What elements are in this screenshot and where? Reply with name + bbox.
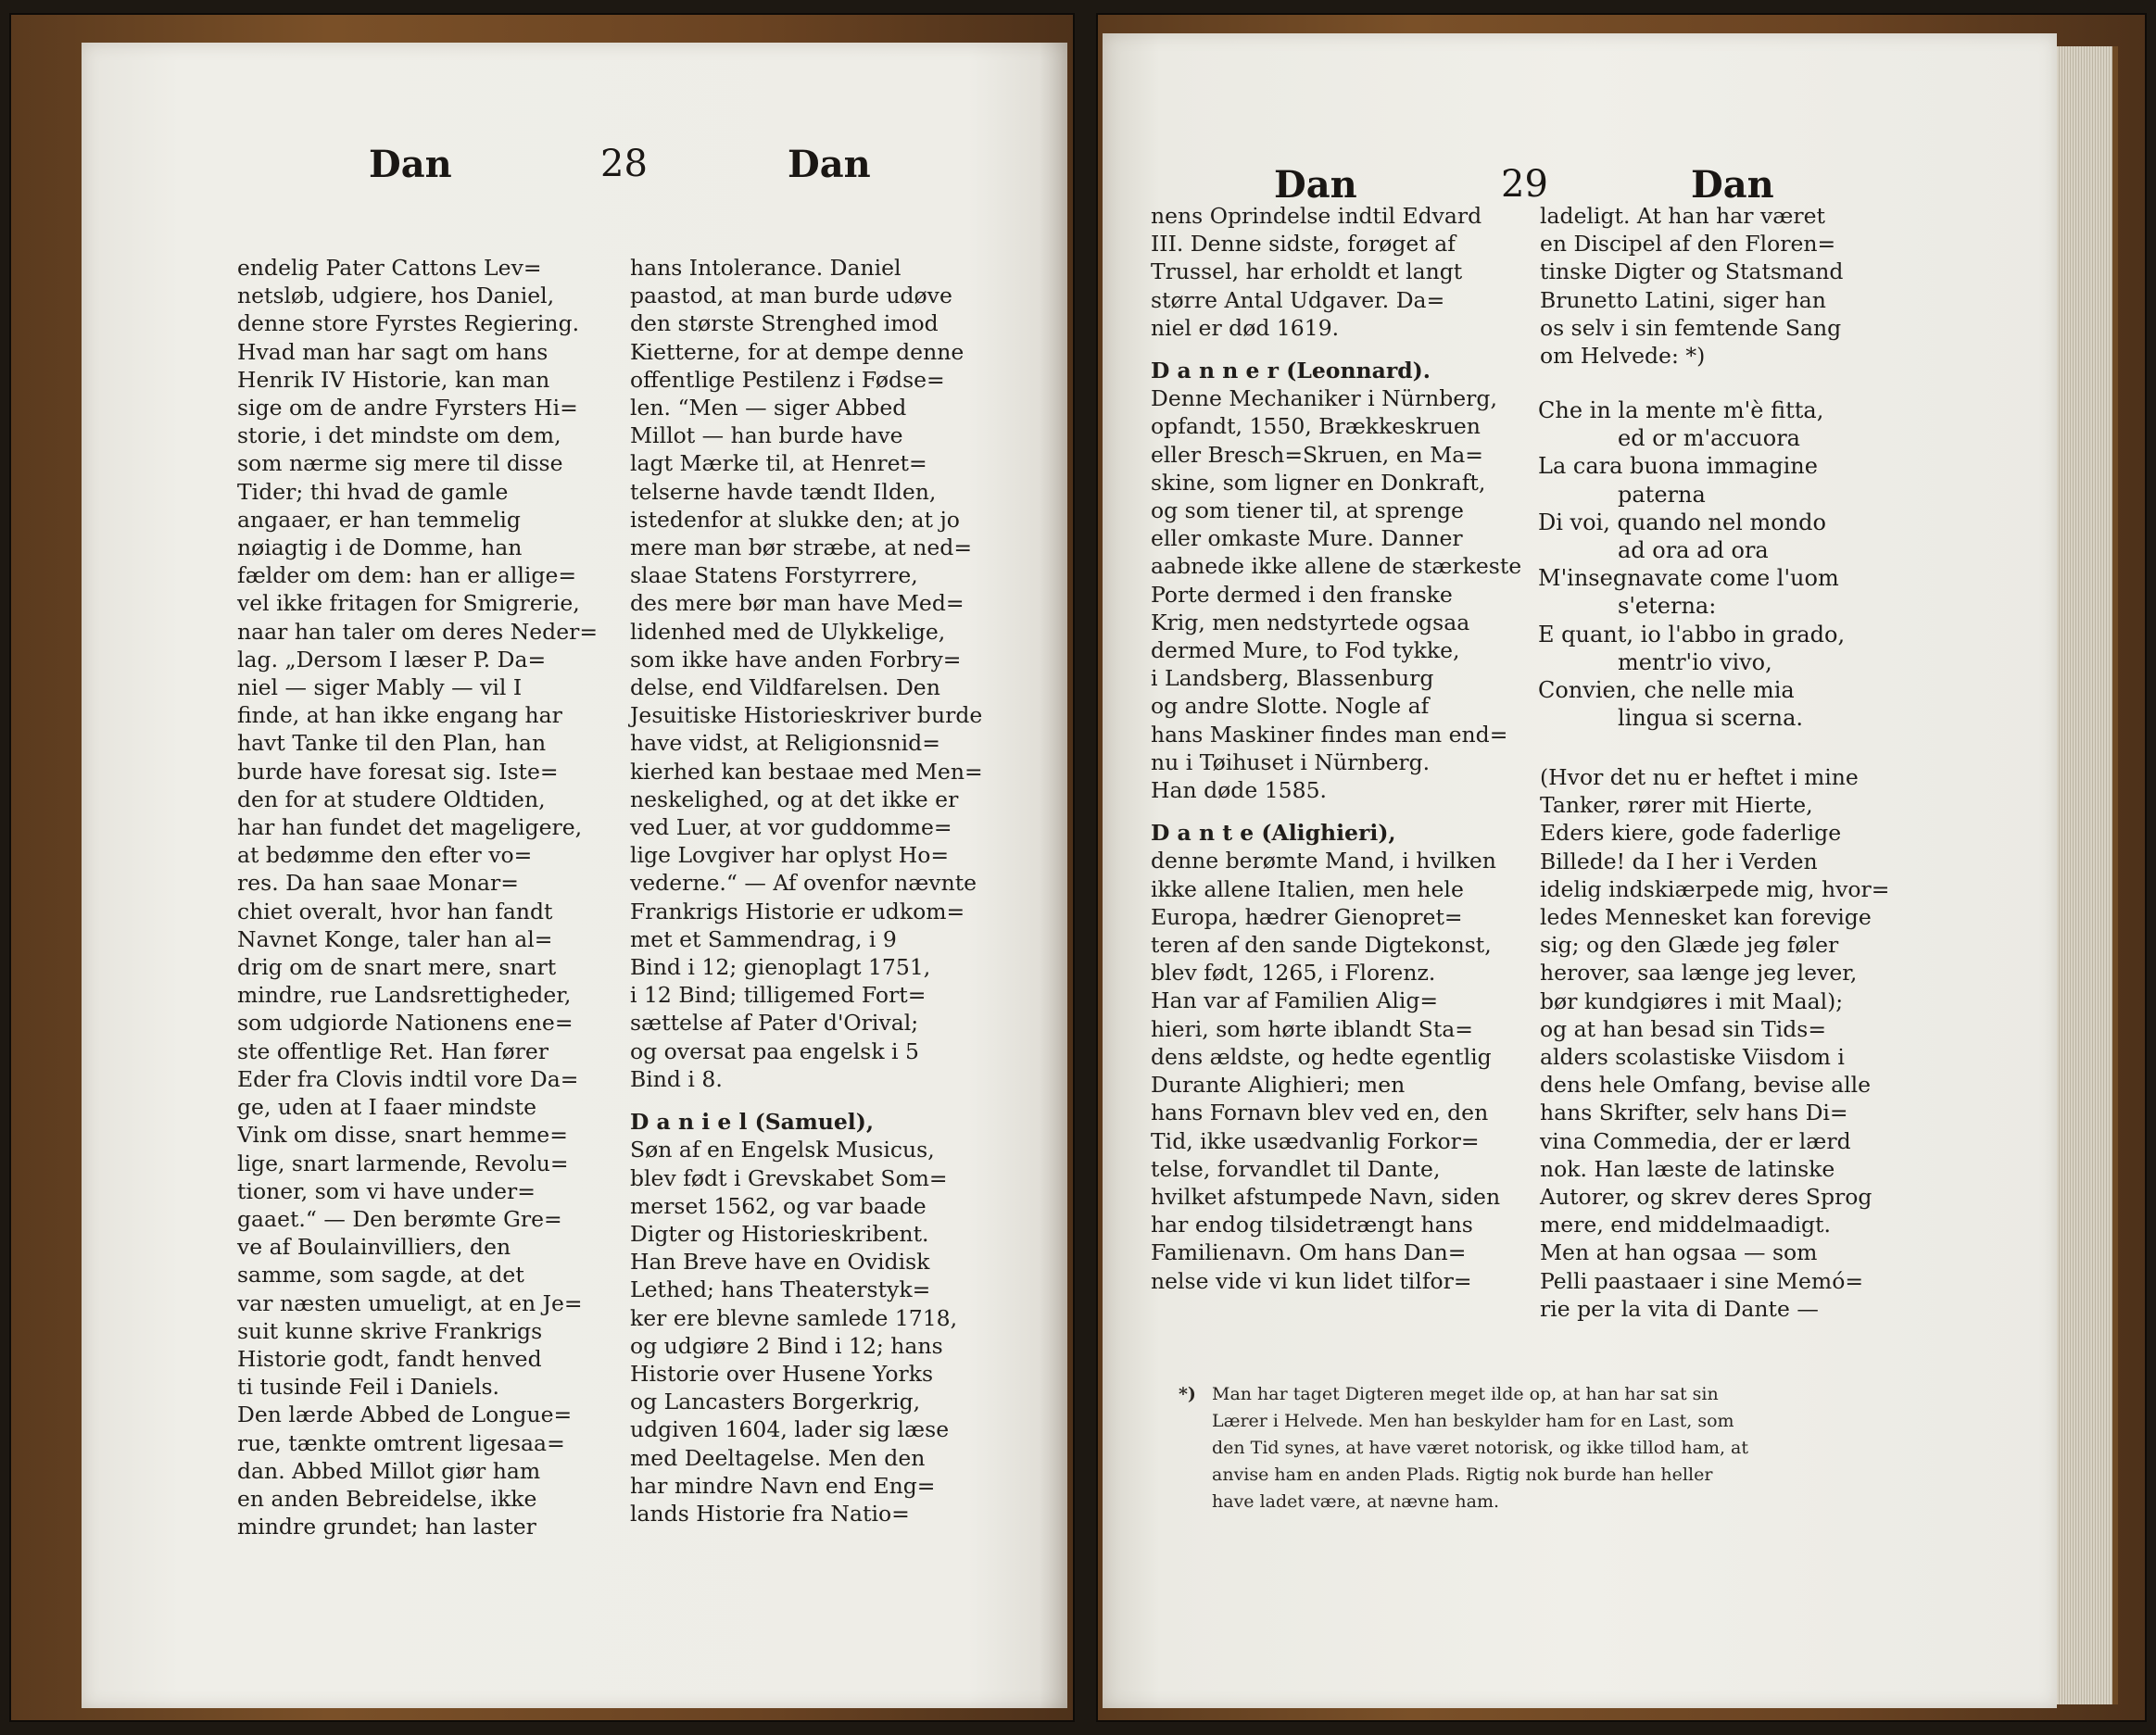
right-page-number: 29 (1501, 163, 1548, 206)
poem-line: E quant, io l'abbo in grado, (1538, 621, 1846, 647)
text-line: Historie godt, fandt henved (237, 1345, 542, 1372)
text-line: dan. Abbed Millot giør ham (237, 1457, 541, 1484)
text-line: netsløb, udgiere, hos Daniel, (237, 283, 555, 309)
text-line: sættelse af Pater d'Orival; (630, 1010, 919, 1037)
footnote-line: Man har taget Digteren meget ilde op, at han har sat sin (1212, 1384, 1719, 1404)
text-line: Millot — han burde have (630, 422, 903, 449)
left-column-2 (630, 254, 983, 1528)
text-line: nelse vide vi kun lidet tilfor= (1151, 1267, 1472, 1294)
right-head-word-right: Dan (1691, 163, 1774, 207)
text-line: Lethed; hans Theaterstyk= (630, 1276, 931, 1303)
text-line: mindre, rue Landsrettigheder, (237, 982, 572, 1009)
text-line: suit kunne skrive Frankrigs (237, 1317, 543, 1344)
text-line: større Antal Udgaver. Da= (1151, 286, 1445, 313)
text-line: blev født i Grevskabet Som= (630, 1164, 948, 1191)
text-line: Henrik IV Historie, kan man (237, 366, 550, 393)
text-line: blev født, 1265, i Florenz. (1151, 960, 1436, 987)
text-line: Han var af Familien Alig= (1151, 987, 1439, 1014)
text-line: nu i Tøihuset i Nürnberg. (1151, 748, 1431, 775)
text-line: mere, end middelmaadigt. (1540, 1212, 1831, 1238)
text-line: bør kundgiøres i mit Maal); (1540, 987, 1844, 1014)
text-line: den største Strenghed imod (630, 310, 939, 337)
text-line: lag. „Dersom I læser P. Da= (237, 646, 547, 673)
left-running-head (82, 143, 1067, 207)
text-line: Vink om disse, snart hemme= (237, 1122, 568, 1149)
left-page-number: 28 (600, 143, 648, 185)
text-line: vederne.“ — Af ovenfor nævnte (630, 870, 977, 897)
text-line: herover, saa længe jeg lever, (1540, 960, 1858, 987)
text-line: Navnet Konge, taler han al= (237, 925, 553, 952)
poem-line: La cara buona immagine (1538, 453, 1818, 480)
text-line: har endog tilsidetrængt hans (1151, 1212, 1473, 1238)
text-line: dermed Mure, to Fod tykke, (1151, 637, 1460, 664)
text-line: ikke allene Italien, men hele (1151, 875, 1464, 902)
text-line: nens Oprindelse indtil Edvard (1151, 203, 1482, 229)
text-line: eller omkaste Mure. Danner (1151, 525, 1463, 552)
right-head-word-left: Dan (1274, 163, 1357, 207)
text-line: og at han besad sin Tids= (1540, 1015, 1827, 1042)
right-column-2-top (1540, 202, 1843, 370)
text-line: og som tiener til, at sprenge (1151, 497, 1464, 524)
text-line: og oversat paa engelsk i 5 (630, 1037, 919, 1064)
text-line: lige Lovgiver har oplyst Ho= (630, 842, 950, 869)
footnote (1179, 1381, 1749, 1515)
paragraph-gap (630, 1093, 983, 1108)
poem-line: M'insegnavate come l'uom (1538, 565, 1839, 592)
text-line: sige om de andre Fyrsters Hi= (237, 395, 578, 421)
text-line: hans Maskiner findes man end= (1151, 721, 1508, 748)
text-line: denne berømte Mand, i hvilken (1151, 848, 1496, 874)
text-line: dens hele Omfang, bevise alle (1540, 1072, 1872, 1099)
text-line: hans Intolerance. Daniel (630, 255, 901, 281)
text-line: ste offentlige Ret. Han fører (237, 1037, 548, 1064)
poem-line: lingua si scerna. (1618, 705, 1804, 732)
text-line: lige, snart larmende, Revolu= (237, 1150, 569, 1176)
text-line: ladeligt. At han har været (1540, 203, 1825, 229)
right-page (1103, 33, 2057, 1708)
poem-line: Di voi, quando nel mondo (1538, 509, 1826, 535)
text-line: neskelighed, og at det ikke er (630, 786, 959, 812)
text-line: en anden Bebreidelse, ikke (237, 1485, 537, 1512)
text-line: eller Bresch=Skruen, en Ma= (1151, 441, 1483, 468)
text-line: Historie over Husene Yorks (630, 1360, 934, 1387)
text-line: delse, end Vildfarelsen. Den (630, 674, 940, 701)
text-line: i Landsberg, Blassenburg (1151, 665, 1434, 692)
text-line: som nærme sig mere til disse (237, 450, 563, 477)
text-line: Eders kiere, gode faderlige (1540, 820, 1842, 847)
text-line: Frankrigs Historie er udkom= (630, 898, 965, 924)
text-line: Krig, men nedstyrtede ogsaa (1151, 609, 1470, 635)
footnote-line: anvise ham en anden Plads. Rigtig nok burde han heller (1212, 1465, 1713, 1485)
text-line: res. Da han saae Monar= (237, 870, 519, 897)
left-head-word-left: Dan (369, 143, 452, 186)
text-line: som udgiorde Nationens ene= (237, 1010, 574, 1037)
text-line: Bind i 12; gienoplagt 1751, (630, 954, 931, 981)
text-line: og Lancasters Borgerkrig, (630, 1389, 921, 1415)
text-line: har mindre Navn end Eng= (630, 1472, 936, 1499)
text-line: ve af Boulainvilliers, den (237, 1234, 511, 1261)
text-line: merset 1562, og var baade (630, 1192, 927, 1219)
text-line: Søn af en Engelsk Musicus, (630, 1137, 935, 1163)
left-page (82, 43, 1067, 1708)
text-line: som ikke have anden Forbry= (630, 646, 962, 673)
right-column-2-bottom (1540, 763, 1889, 1323)
text-line: Bind i 8. (630, 1065, 723, 1092)
text-line: udgiven 1604, lader sig læse (630, 1416, 950, 1443)
text-line: os selv i sin femtende Sang (1540, 314, 1842, 341)
text-line: Digter og Historieskribent. (630, 1220, 929, 1247)
text-line: naar han taler om deres Neder= (237, 618, 599, 645)
text-line: istedenfor at slukke den; at jo (630, 506, 960, 533)
footnote-line: have ladet være, at nævne ham. (1212, 1491, 1500, 1512)
text-line: des mere bør man have Med= (630, 590, 965, 617)
poem-line: ad ora ad ora (1618, 537, 1769, 564)
dante-poem (1538, 396, 1973, 732)
text-line: den for at studere Oldtiden, (237, 786, 546, 812)
text-line: ti tusinde Feil i Daniels. (237, 1374, 500, 1401)
text-line: vina Commedia, der er lærd (1540, 1127, 1851, 1154)
text-line: Men at han ogsaa — som (1540, 1239, 1818, 1266)
text-line: nok. Han læste de latinske (1540, 1155, 1835, 1182)
text-line: storie, i det mindste om dem, (237, 422, 561, 449)
text-line: Autorer, og skrev deres Sprog (1540, 1184, 1872, 1211)
text-line: Hvad man har sagt om hans (237, 338, 548, 365)
text-line: rie per la vita di Dante — (1540, 1295, 1819, 1322)
text-line: (Hvor det nu er heftet i mine (1540, 764, 1859, 790)
text-line: skine, som ligner en Donkraft, (1151, 469, 1486, 496)
text-line: D a n i e l (Samuel), (630, 1109, 875, 1136)
text-line: nøiagtig i de Domme, han (237, 534, 523, 561)
text-line: denne store Fyrstes Regiering. (237, 310, 580, 337)
footnote-line: den Tid synes, at have været notorisk, og ikke tillod ham, at (1212, 1438, 1749, 1458)
text-line: Pelli paastaaer i sine Memó= (1540, 1267, 1864, 1294)
text-line: var næsten umueligt, at en Je= (237, 1289, 583, 1316)
text-line: dens ældste, og hedte egentlig (1151, 1043, 1492, 1070)
text-line: Tanker, rører mit Hierte, (1540, 792, 1813, 819)
text-line: met et Sammendrag, i 9 (630, 925, 897, 952)
text-line: slaae Statens Forstyrrere, (630, 562, 918, 589)
text-line: burde have foresat sig. Iste= (237, 758, 559, 785)
text-line: med Deeltagelse. Men den (630, 1444, 926, 1471)
text-line: niel — siger Mably — vil I (237, 674, 523, 701)
text-line: Trussel, har erholdt et langt (1151, 258, 1463, 285)
text-line: Billede! da I her i Verden (1540, 848, 1818, 874)
text-line: ledes Mennesket kan forevige (1540, 904, 1872, 931)
text-line: alders scolastiske Viisdom i (1540, 1044, 1845, 1071)
text-line: lands Historie fra Natio= (630, 1500, 910, 1527)
paragraph-gap (1151, 804, 1521, 819)
text-line: ved Luer, at vor guddomme= (630, 814, 952, 841)
text-line: samme, som sagde, at det (237, 1262, 524, 1289)
text-line: Eder fra Clovis indtil vore Da= (237, 1065, 579, 1092)
poem-line: Convien, che nelle mia (1538, 677, 1795, 704)
left-head-word-right: Dan (788, 143, 871, 186)
text-line: ker ere blevne samlede 1718, (630, 1304, 958, 1331)
text-line: III. Denne sidste, forøget af (1151, 231, 1456, 258)
text-line: hvilket afstumpede Navn, siden (1151, 1183, 1501, 1210)
text-line: mindre grundet; han laster (237, 1514, 536, 1540)
text-line: tioner, som vi have under= (237, 1177, 536, 1204)
poem-line: s'eterna: (1618, 593, 1717, 620)
text-line: sig; og den Glæde jeg føler (1540, 932, 1839, 959)
text-line: og andre Slotte. Nogle af (1151, 693, 1430, 720)
text-line: Porte dermed i den franske (1151, 581, 1453, 608)
text-line: mere man bør stræbe, at ned= (630, 534, 973, 561)
text-line: lidenhed med de Ulykkelige, (630, 618, 946, 645)
text-line: kierhed kan bestaae med Men= (630, 758, 983, 785)
left-column-1 (237, 254, 598, 1540)
text-line: hans Fornavn blev ved en, den (1151, 1100, 1489, 1126)
text-line: hans Skrifter, selv hans Di= (1540, 1100, 1848, 1126)
text-line: om Helvede: *) (1540, 343, 1706, 370)
text-line: D a n t e (Alighieri), (1151, 820, 1396, 847)
poem-line: Che in la mente m'è fitta, (1538, 397, 1824, 423)
text-line: hieri, som hørte iblandt Sta= (1151, 1015, 1473, 1042)
poem-line: paterna (1618, 481, 1706, 508)
text-line: og udgiøre 2 Bind i 12; hans (630, 1332, 943, 1359)
text-line: Brunetto Latini, siger han (1540, 286, 1826, 313)
text-line: vel ikke fritagen for Smigrerie, (237, 590, 580, 617)
text-line: Denne Mechaniker i Nürnberg, (1151, 385, 1497, 412)
text-line: Kietterne, for at dempe denne (630, 338, 965, 365)
text-line: Jesuitiske Historieskriver burde (630, 702, 983, 729)
text-line: finde, at han ikke engang har (237, 702, 562, 729)
poem-line: ed or m'accuora (1618, 425, 1800, 452)
text-line: fælder om dem: han er allige= (237, 562, 577, 589)
text-line: len. “Men — siger Abbed (630, 395, 907, 421)
footnote-line: Lærer i Helvede. Men han beskylder ham for en Last, som (1212, 1411, 1734, 1431)
text-line: niel er død 1619. (1151, 314, 1340, 341)
text-line: D a n n e r (Leonnard). (1151, 358, 1431, 384)
text-line: Tider; thi hvad de gamle (237, 478, 509, 505)
text-line: har han fundet det mageligere, (237, 814, 583, 841)
poem-line: mentr'io vivo, (1618, 648, 1772, 675)
text-line: endelig Pater Cattons Lev= (237, 255, 542, 281)
text-line: aabnede ikke allene de stærkeste (1151, 553, 1522, 580)
text-line: gaaet.“ — Den berømte Gre= (237, 1205, 562, 1232)
text-line: rue, tænkte omtrent ligesaa= (237, 1429, 565, 1456)
text-line: Europa, hædrer Gienopret= (1151, 903, 1463, 930)
text-line: telserne havde tændt Ilden, (630, 478, 937, 505)
text-line: paastod, at man burde udøve (630, 283, 952, 309)
page-edges (2057, 46, 2118, 1704)
right-column-1 (1151, 202, 1521, 1295)
text-line: i 12 Bind; tilligemed Fort= (630, 982, 927, 1009)
text-line: en Discipel af den Floren= (1540, 231, 1836, 258)
text-line: Han Breve have en Ovidisk (630, 1249, 930, 1276)
text-line: opfandt, 1550, Brækkeskruen (1151, 413, 1481, 440)
text-line: ge, uden at I faaer mindste (237, 1094, 536, 1121)
text-line: Familienavn. Om hans Dan= (1151, 1239, 1467, 1266)
text-line: teren af den sande Digtekonst, (1151, 932, 1492, 959)
text-line: havt Tanke til den Plan, han (237, 730, 547, 757)
paragraph-gap (1151, 342, 1521, 357)
text-line: angaaer, er han temmelig (237, 506, 521, 533)
text-line: Tid, ikke usædvanlig Forkor= (1151, 1127, 1480, 1154)
text-line: drig om de snart mere, snart (237, 954, 557, 981)
text-line: telse, forvandlet til Dante, (1151, 1155, 1441, 1182)
text-line: lagt Mærke til, at Henret= (630, 450, 927, 477)
text-line: at bedømme den efter vo= (237, 842, 533, 869)
footnote-mark: *) (1179, 1384, 1196, 1404)
text-line: Durante Alighieri; men (1151, 1072, 1406, 1099)
text-line: tinske Digter og Statsmand (1540, 258, 1844, 285)
text-line: Den lærde Abbed de Longue= (237, 1402, 573, 1428)
text-line: idelig indskiærpede mig, hvor= (1540, 875, 1890, 902)
text-line: offentlige Pestilenz i Fødse= (630, 366, 945, 393)
text-line: Han døde 1585. (1151, 777, 1327, 804)
text-line: have vidst, at Religionsnid= (630, 730, 940, 757)
text-line: chiet overalt, hvor han fandt (237, 898, 553, 924)
